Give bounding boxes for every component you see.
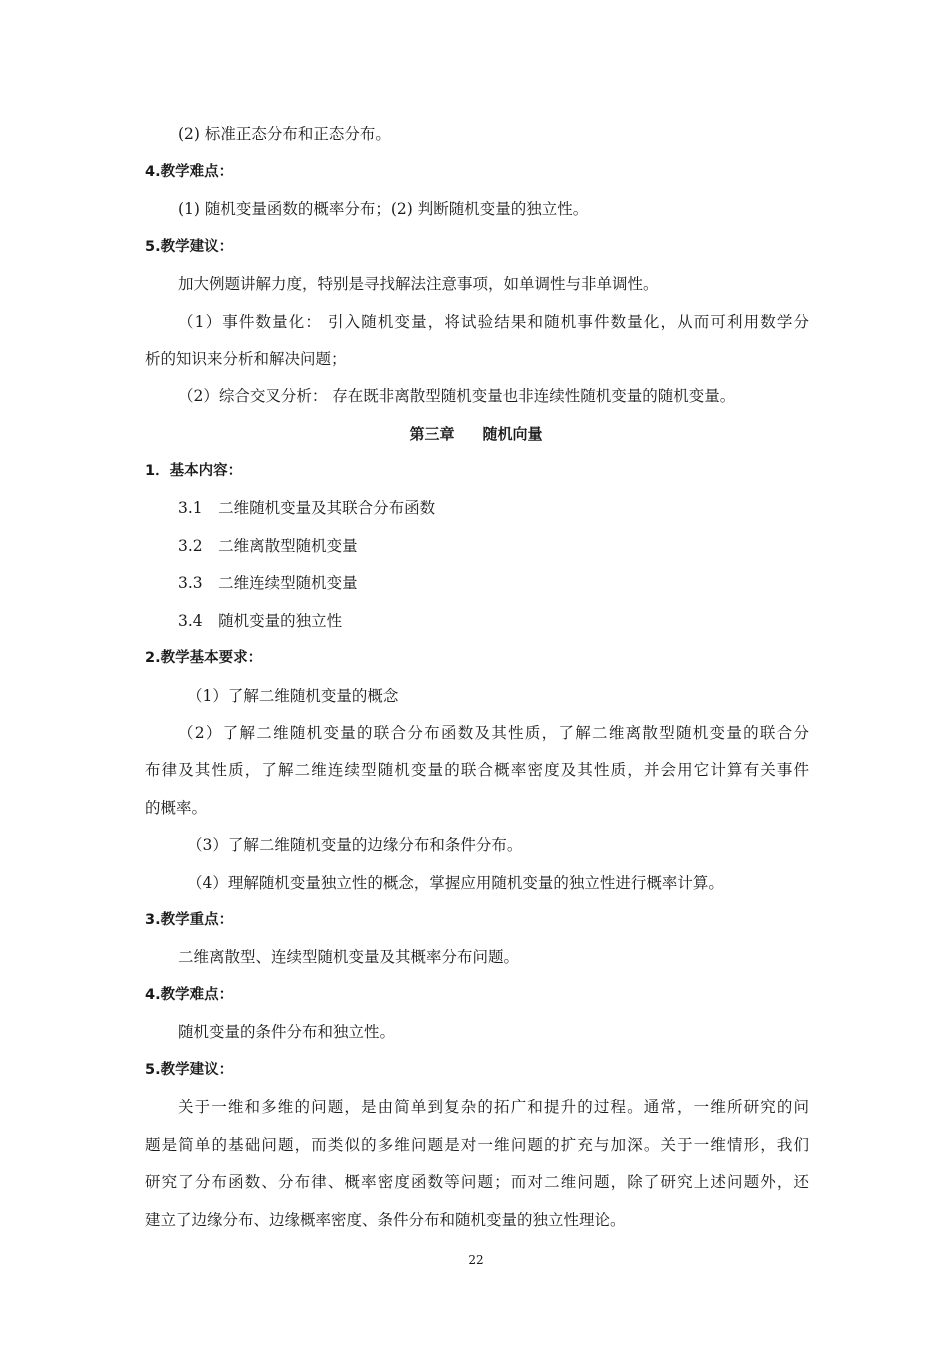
key-points-text: 二维离散型、连续型随机变量及其概率分布问题。 — [178, 948, 520, 966]
suggestions-heading: 5.教学建议： — [145, 1062, 234, 1078]
difficulties-text: 随机变量的条件分布和独立性。 — [178, 1023, 396, 1041]
prev-advice-heading: 5.教学建议： — [145, 239, 234, 255]
suggestions-line2: 题是简单的基础问题，而类似的多维问题是对一维问题的扩充与加深。关于一维情形，我们 — [145, 1136, 809, 1154]
prev-advice-p2-line2: 析的知识来分析和解决问题； — [145, 350, 347, 368]
prev-difficulty-heading: 4.教学难点： — [145, 164, 234, 180]
requirement-4: （4）理解随机变量独立性的概念，掌握应用随机变量的独立性进行概率计算。 — [187, 874, 724, 892]
suggestions-line4: 建立了边缘分布、边缘概率密度、条件分布和随机变量的独立性理论。 — [145, 1211, 626, 1229]
difficulties-heading: 4.教学难点： — [145, 987, 234, 1003]
requirement-2-line2: 布律及其性质，了解二维连续型随机变量的联合概率密度及其性质，并会用它计算有关事件 — [145, 761, 809, 779]
prev-item-2: (2) 标准正态分布和正态分布。 — [178, 125, 391, 143]
chapter-title: 随机向量 — [482, 425, 543, 443]
requirement-2-line3: 的概率。 — [145, 799, 208, 817]
content-item: 3.1 二维随机变量及其联合分布函数 — [178, 499, 436, 517]
requirement-2-line1: （2）了解二维随机变量的联合分布函数及其性质，了解二维离散型随机变量的联合分 — [178, 724, 809, 742]
requirement-1: （1）了解二维随机变量的概念 — [187, 687, 399, 705]
prev-difficulty-text: (1) 随机变量函数的概率分布；(2) 判断随机变量的独立性。 — [178, 200, 589, 218]
content-heading: 1．基本内容： — [145, 463, 243, 479]
chapter-number: 第三章 — [409, 425, 455, 443]
page-number: 22 — [468, 1253, 484, 1267]
prev-advice-p3: （2）综合交叉分析： 存在既非离散型随机变量也非连续性随机变量的随机变量。 — [178, 387, 736, 405]
content-item: 3.4 随机变量的独立性 — [178, 612, 343, 630]
suggestions-line3: 研究了分布函数、分布律、概率密度函数等问题；而对二维问题，除了研究上述问题外，还 — [145, 1173, 809, 1191]
key-points-heading: 3.教学重点： — [145, 912, 234, 928]
chapter-heading — [0, 424, 952, 444]
requirements-heading: 2.教学基本要求： — [145, 650, 263, 666]
content-item: 3.2 二维离散型随机变量 — [178, 537, 358, 555]
suggestions-line1: 关于一维和多维的问题，是由简单到复杂的拓广和提升的过程。通常，一维所研究的问 — [178, 1098, 809, 1116]
prev-advice-p2-line1: （1）事件数量化： 引入随机变量，将试验结果和随机事件数量化，从而可利用数学分 — [178, 313, 809, 331]
prev-advice-p1: 加大例题讲解力度，特别是寻找解法注意事项，如单调性与非单调性。 — [178, 275, 659, 293]
content-item: 3.3 二维连续型随机变量 — [178, 574, 358, 592]
requirement-3: （3）了解二维随机变量的边缘分布和条件分布。 — [187, 836, 523, 854]
